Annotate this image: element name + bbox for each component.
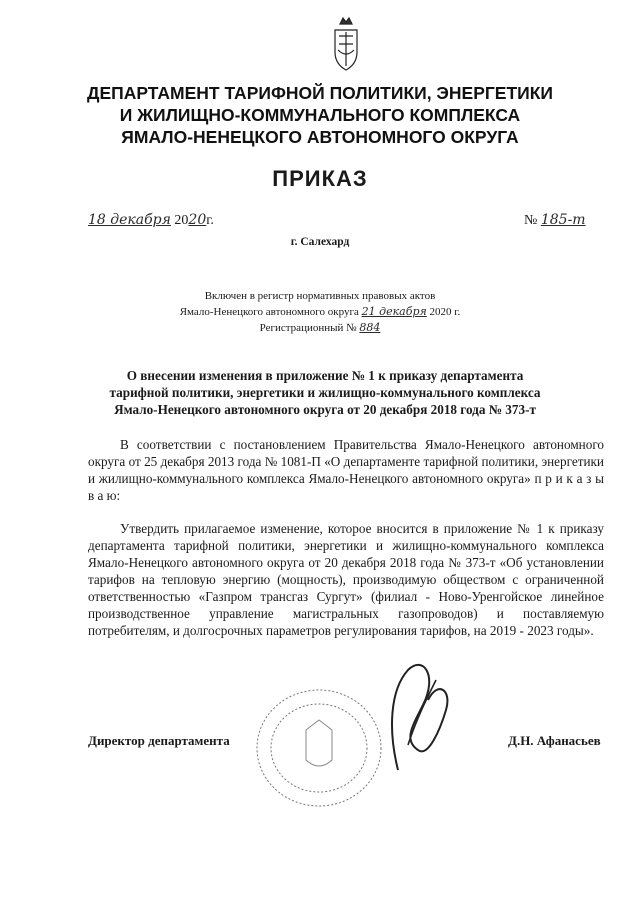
registration-line-1: Включен в регистр нормативных правовых актов [204,290,436,302]
registration-line-2 [160,304,480,320]
registration-date-handwritten: 21 декабря [361,305,427,318]
city: г. Салехард [290,236,350,248]
signatory-title: Директор департамента [88,733,230,748]
registration-line-3 [160,320,480,336]
order-number-prefix: № [524,213,538,228]
registration-line-2-suffix: 2020 г. [429,306,461,318]
department-line-3: ЯМАЛО-НЕНЕЦКОГО АВТОНОМНОГО ОКРУГА [121,127,519,147]
registration-stamp [160,288,480,336]
coat-of-arms-emblem [326,14,366,74]
order-date-handwritten: 18 декабря [88,212,171,228]
body-paragraph-2: Утвердить прилагаемое изменение, которое вносится в приложение № 1 к приказу департамента тарифной политики, энергетики и жилищно-коммунального комплекса Ямало-Ненецкого автономного округа от 20 декабря 2018 года № 373-т «Об установлении тарифов на тепловую энергию (мощность), производимую обществом с ограниченной ответственностью «Газпром трансгаз Сургут» (филиал - Ново-Уренгойское линейное производственное управление магистральных газопроводов) и поставляемую потребителям, и долгосрочных параметров регулирования тарифов, на 2019 - 2023 годы». [88,521,604,638]
order-number [524,212,586,229]
order-year-prefix: 20 [174,213,189,228]
document-type-title: ПРИКАЗ [272,166,368,191]
handwritten-signature [368,650,458,780]
document-subject: О внесении изменения в приложение № 1 к приказу департамента тарифной политики, энергетики и жилищно-коммунального комплекса Ямало-Ненецкого автономного округа от 20 декабря 2018 года № 373-т [109,368,541,417]
registration-number-handwritten: 884 [359,321,381,334]
order-date [88,212,214,229]
registration-line-2-prefix: Ямало-Ненецкого автономного округа [179,306,359,318]
department-line-2: И ЖИЛИЩНО-КОММУНАЛЬНОГО КОМПЛЕКСА [119,105,521,125]
body-paragraph-1: В соответствии с постановлением Правительства Ямало-Ненецкого автономного округа от 25 декабря 2013 года № 1081-П «О департаменте тарифной политики, энергетики и жилищно-коммунального комплекса Ямало-Ненецкого автономного округа» п р и к а з ы в а ю: [88,437,604,503]
department-line-1: ДЕПАРТАМЕНТ ТАРИФНОЙ ПОЛИТИКИ, ЭНЕРГЕТИКИ [87,83,553,103]
signatory-name: Д.Н. Афанасьев [508,733,601,748]
order-year-handwritten: 20 [188,212,207,228]
order-year-suffix: г. [206,213,214,228]
order-number-handwritten: 185-т [540,212,586,228]
department-name [40,82,600,148]
registration-line-3-prefix: Регистрационный № [259,322,357,334]
